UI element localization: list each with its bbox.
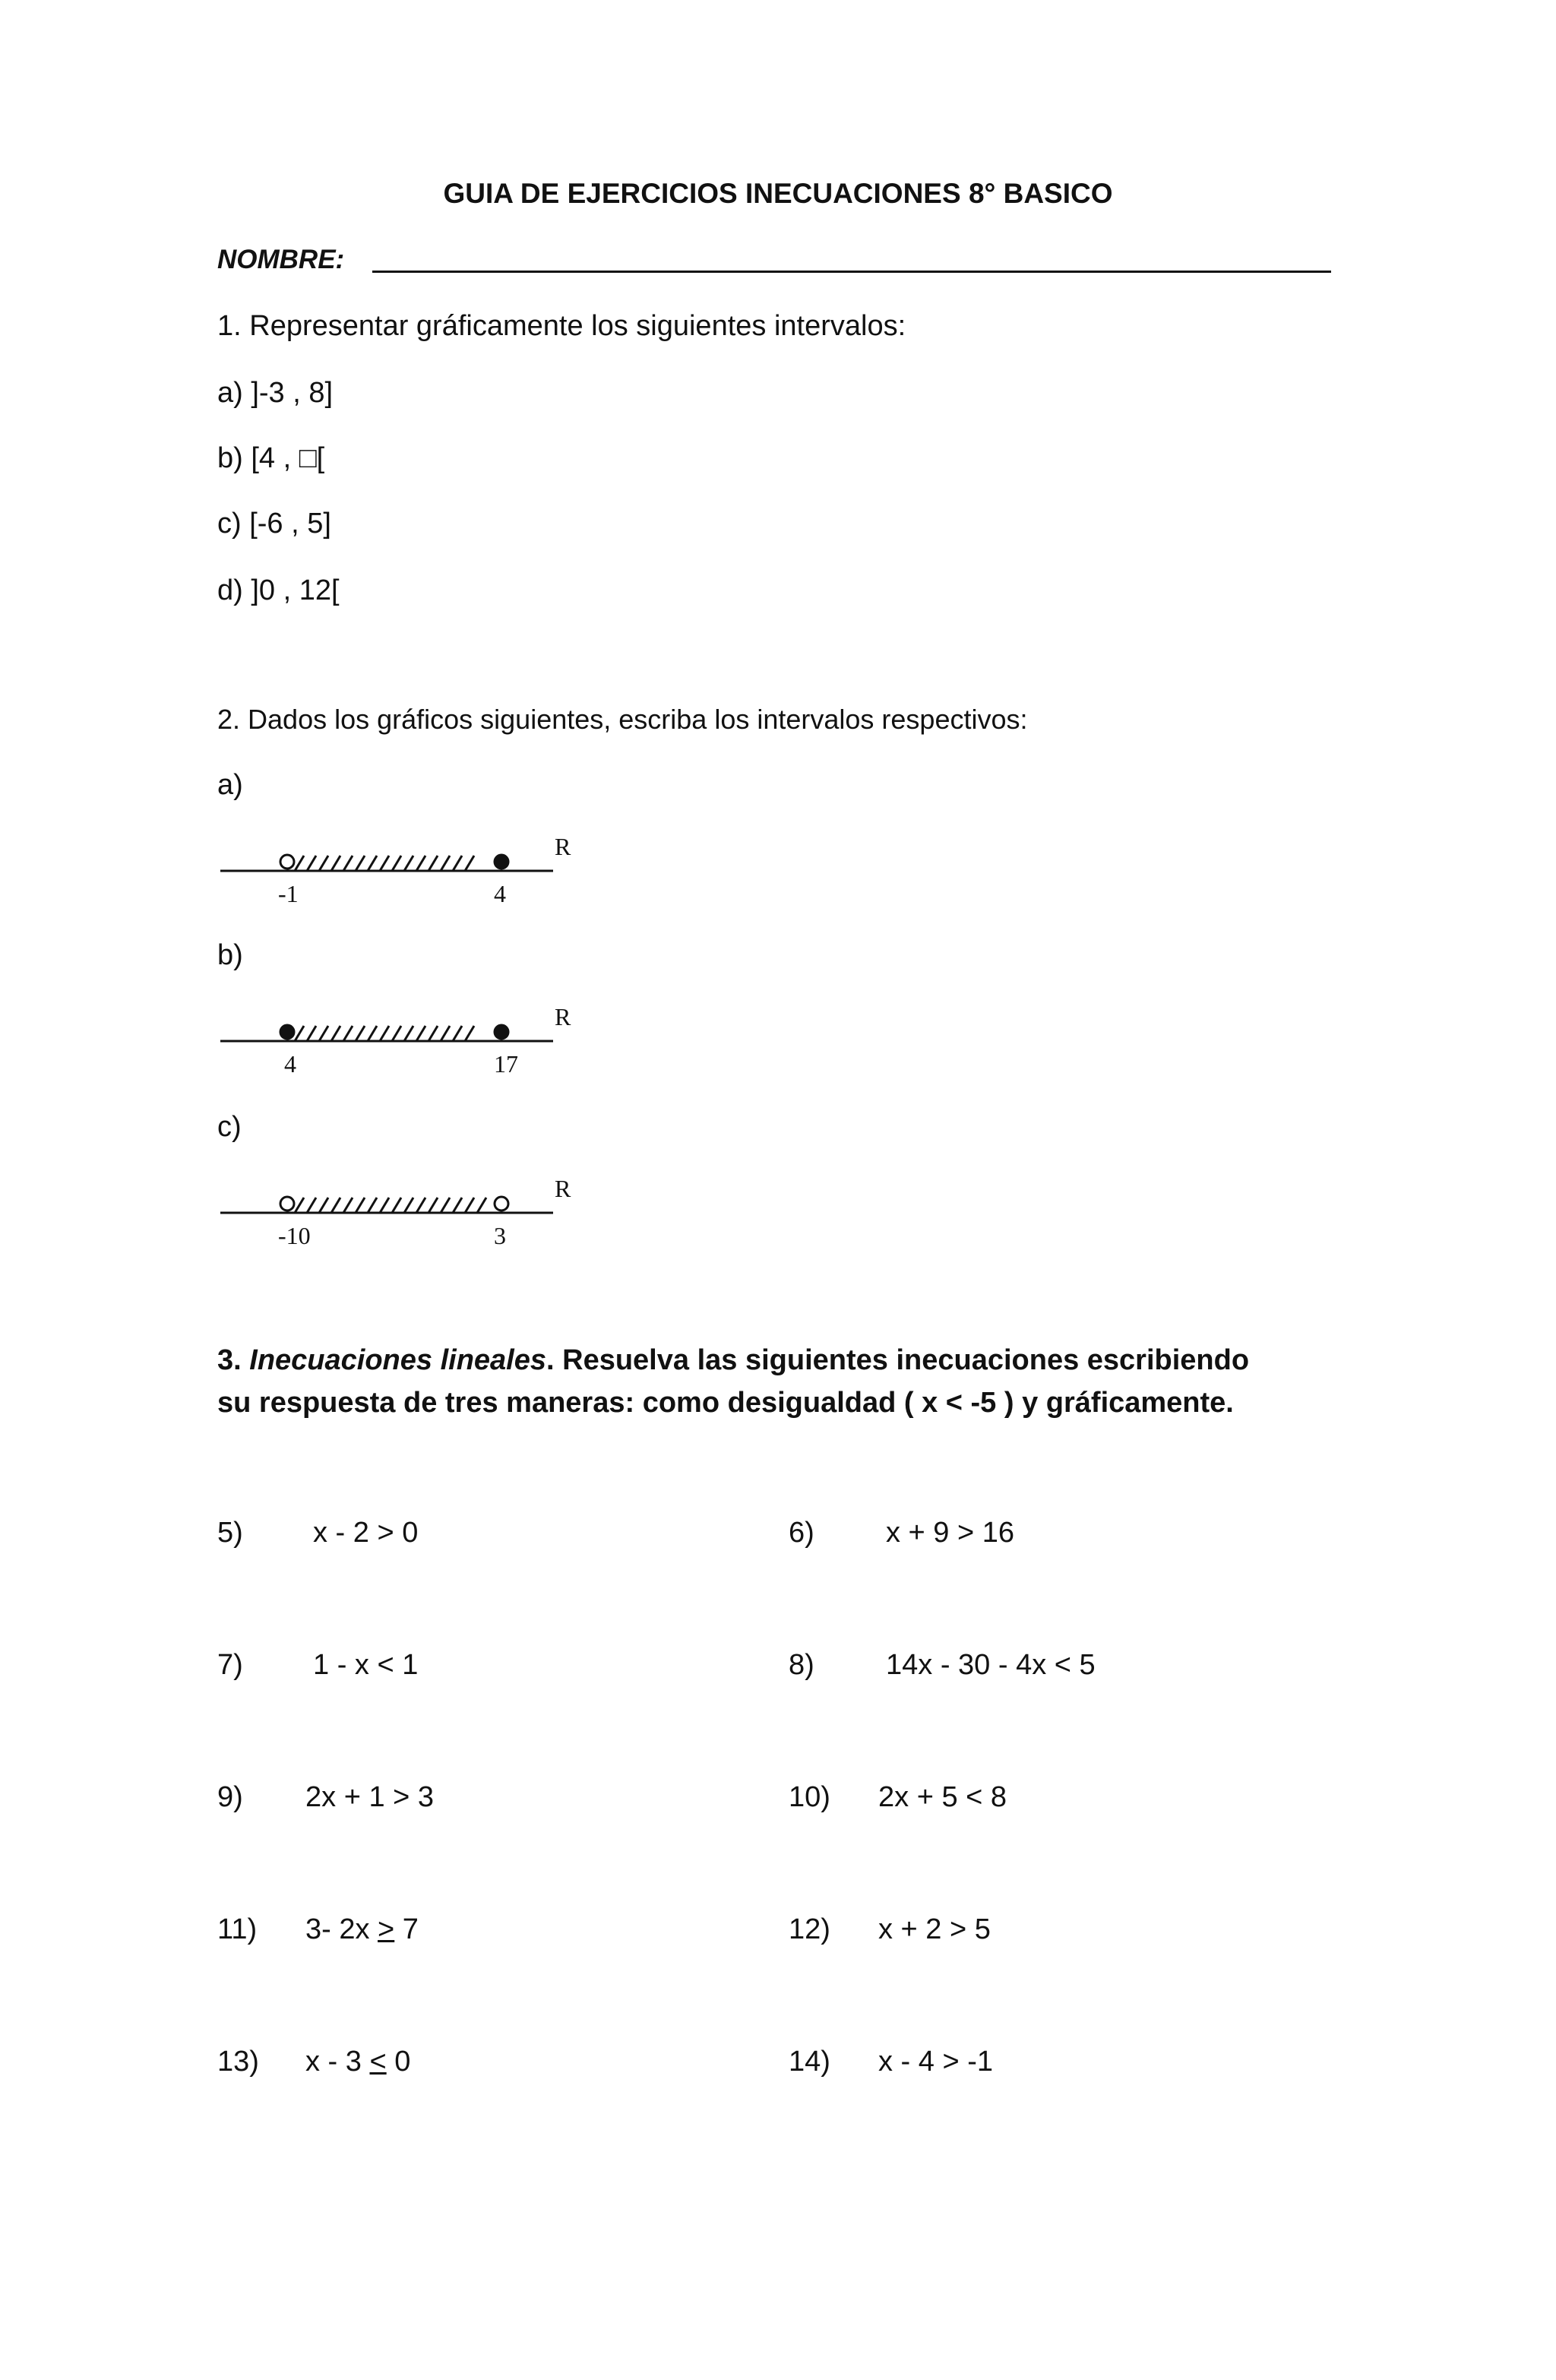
left-value: -1 [278, 880, 299, 907]
exercise-expr: 2x + 1 > 3 [305, 1781, 435, 1813]
axis-label-r: R [555, 1175, 571, 1202]
exercise-num: 14) [789, 2046, 830, 2078]
exercise-expr: x - 4 > -1 [878, 2046, 993, 2078]
open-endpoint [280, 1197, 294, 1211]
exercise-expr: 1 - x < 1 [313, 1649, 419, 1681]
exercise-expr: 14x - 30 - 4x < 5 [886, 1649, 1096, 1681]
expr-part: 7 [394, 1913, 419, 1945]
axis-label-r: R [555, 833, 571, 860]
nombre-line[interactable] [372, 271, 1331, 273]
left-value: 4 [284, 1050, 296, 1078]
exercise-num: 9) [217, 1781, 243, 1813]
closed-endpoint [280, 1025, 294, 1039]
exercise-num: 12) [789, 1913, 830, 1945]
section3-num: 3. [217, 1344, 242, 1376]
exercise-num: 11) [217, 1913, 258, 1945]
graph-c-label: c) [217, 1111, 242, 1143]
section1-item-c: c) [-6 , 5] [217, 508, 331, 540]
exercise-num: 5) [217, 1517, 243, 1549]
leq-symbol: < [369, 2046, 387, 2078]
number-line-b [213, 999, 593, 1082]
nombre-label: NOMBRE: [217, 245, 345, 274]
section1-item-d: d) ]0 , 12[ [217, 574, 340, 606]
section3-instructions [217, 1339, 1249, 1424]
axis-label-r: R [555, 1003, 571, 1030]
exercise-num: 8) [789, 1649, 814, 1681]
graph-b-label: b) [217, 939, 243, 971]
exercise-expr: x - 2 > 0 [313, 1517, 419, 1549]
section3-topic: Inecuaciones lineales [249, 1344, 547, 1376]
section1-item-b: b) [4 , □[ [217, 442, 325, 474]
exercise-expr [305, 2046, 410, 2078]
expr-part: 3- 2x [305, 1913, 378, 1945]
open-endpoint [280, 855, 294, 869]
hatch-region [295, 1198, 486, 1213]
exercise-expr [305, 1913, 419, 1946]
left-value: -10 [278, 1222, 311, 1249]
exercise-expr: 2x + 5 < 8 [878, 1781, 1007, 1813]
exercise-num: 13) [217, 2046, 259, 2078]
section1-item-a: a) ]-3 , 8] [217, 377, 334, 409]
exercise-num: 6) [789, 1517, 814, 1549]
hatch-region [295, 1026, 474, 1041]
number-line-a [213, 828, 593, 912]
section1-heading: 1. Representar gráficamente los siguientes intervalos: [217, 310, 906, 342]
exercise-num: 10) [789, 1781, 830, 1813]
number-line-c [213, 1170, 593, 1254]
section2-heading: 2. Dados los gráficos siguientes, escriba los intervalos respectivos: [217, 704, 1028, 735]
page-title: GUIA DE EJERCICIOS INECUACIONES 8° BASICO [443, 178, 1113, 209]
closed-endpoint [495, 1025, 508, 1039]
right-value: 3 [494, 1222, 506, 1249]
exercise-expr: x + 2 > 5 [878, 1913, 991, 1945]
section3-line1 [217, 1339, 1249, 1381]
section3-rest: . Resuelva las siguientes inecuaciones escribiendo [546, 1344, 1250, 1376]
graph-a-label: a) [217, 769, 243, 801]
right-value: 17 [494, 1050, 518, 1078]
open-endpoint [495, 1197, 508, 1211]
expr-part: 0 [386, 2046, 411, 2078]
geq-symbol: > [378, 1913, 395, 1945]
closed-endpoint [495, 855, 508, 869]
exercise-expr: x + 9 > 16 [886, 1517, 1015, 1549]
expr-part: x - 3 [305, 2046, 370, 2078]
hatch-region [295, 856, 474, 871]
right-value: 4 [494, 880, 506, 907]
section3-line2: su respuesta de tres maneras: como desigualdad ( x < -5 ) y gráficamente. [217, 1387, 1234, 1419]
exercise-num: 7) [217, 1649, 243, 1681]
